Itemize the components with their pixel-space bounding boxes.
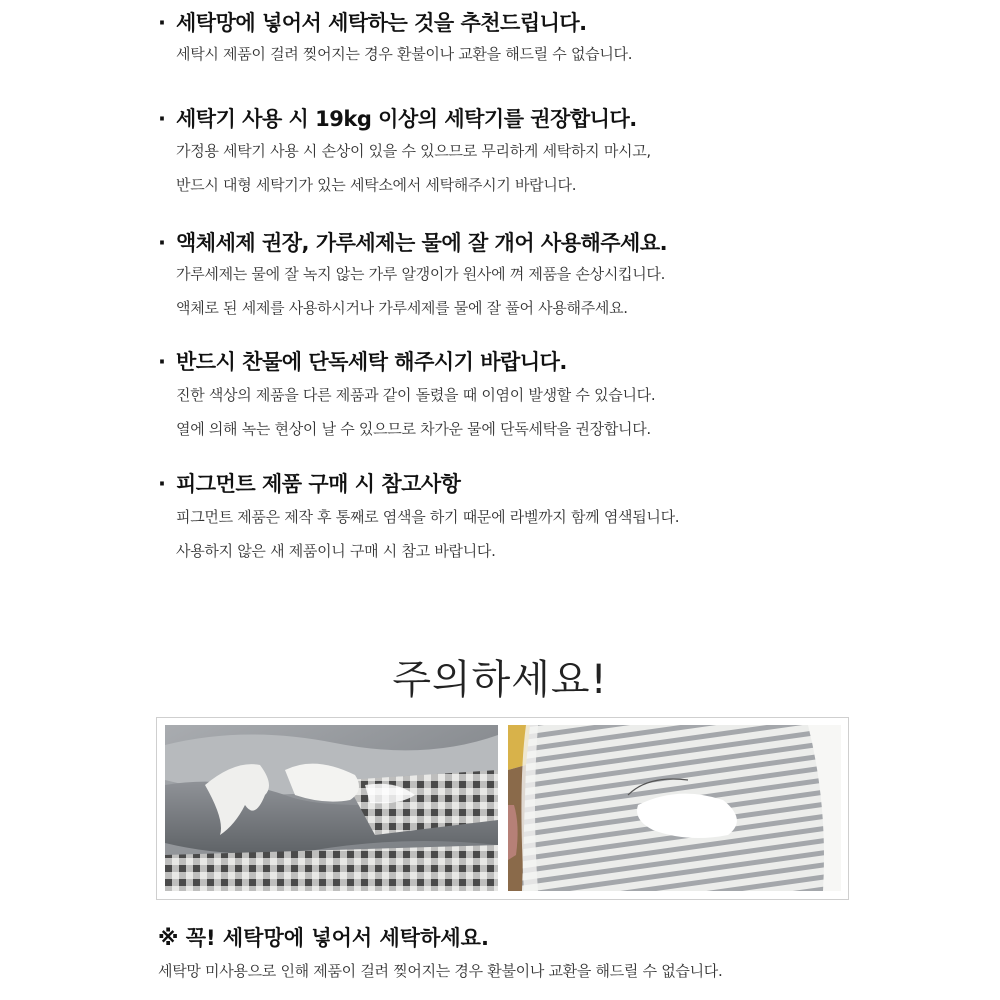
bullet-dot: · (158, 11, 166, 35)
care-heading-1: · 세탁망에 넣어서 세탁하는 것을 추천드립니다. (158, 11, 587, 35)
bullet-dot: · (158, 350, 166, 374)
care-line-1-1: 세탁시 제품이 걸려 찢어지는 경우 환불이나 교환을 해드릴 수 없습니다. (176, 45, 633, 63)
torn-stripe-photo (508, 725, 841, 891)
care-line-4-2: 열에 의해 녹는 현상이 날 수 있으므로 차가운 물에 단독세탁을 권장합니다. (176, 420, 651, 438)
care-line-5-2: 사용하지 않은 새 제품이니 구매 시 참고 바랍니다. (176, 542, 496, 560)
torn-stripe-illustration (508, 725, 841, 891)
care-line-5-1: 피그먼트 제품은 제작 후 통째로 염색을 하기 때문에 라벨까지 함께 염색됩니다. (176, 508, 680, 526)
care-heading-5: · 피그먼트 제품 구매 시 참고사항 (158, 472, 461, 496)
wash-net-warning-text: 세탁망 미사용으로 인해 제품이 걸려 찢어지는 경우 환불이나 교환을 해드릴 수 없습니다. (158, 962, 723, 980)
care-line-4-1: 진한 색상의 제품을 다른 제품과 같이 돌렸을 때 이염이 발생할 수 있습니다. (176, 386, 656, 404)
wash-net-warning-title: ※ 꼭! 세탁망에 넣어서 세탁하세요. (158, 926, 489, 950)
bullet-dot: · (158, 231, 166, 255)
bullet-dot: · (158, 472, 166, 496)
care-line-2-2: 반드시 대형 세탁기가 있는 세탁소에서 세탁해주시기 바랍니다. (176, 176, 577, 194)
damage-photo-frame (156, 717, 849, 900)
care-line-3-2: 액체로 된 세제를 사용하시거나 가루세제를 물에 잘 풀어 사용해주세요. (176, 299, 628, 317)
care-line-3-1: 가루세제는 물에 잘 녹지 않는 가루 알갱이가 원사에 껴 제품을 손상시킵니다. (176, 265, 666, 283)
bullet-dot: · (158, 107, 166, 131)
care-line-2-1: 가정용 세탁기 사용 시 손상이 있을 수 있으므로 무리하게 세탁하지 마시고, (176, 142, 651, 160)
care-heading-2: · 세탁기 사용 시 19kg 이상의 세탁기를 권장합니다. (158, 107, 637, 131)
care-heading-3: · 액체세제 권장, 가루세제는 물에 잘 개어 사용해주세요. (158, 231, 668, 255)
torn-blanket-photo (165, 725, 498, 891)
caution-title: 주의하세요! (392, 657, 608, 703)
torn-blanket-illustration (165, 725, 498, 891)
care-heading-4: · 반드시 찬물에 단독세탁 해주시기 바랍니다. (158, 350, 567, 374)
